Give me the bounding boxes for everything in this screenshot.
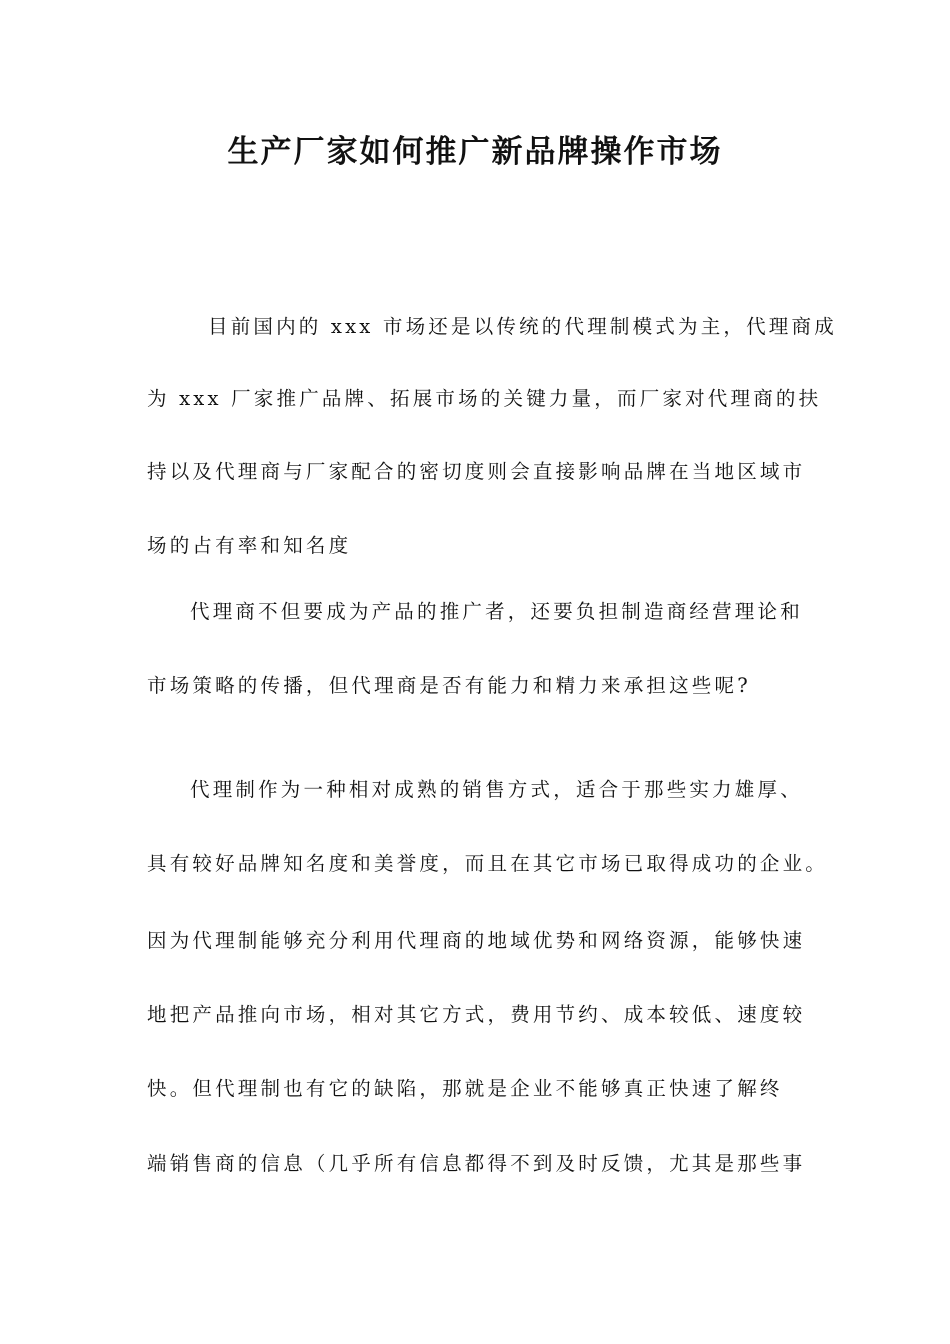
paragraph-3-line-6: 端销售商的信息（几乎所有信息都得不到及时反馈，尤其是那些事 [147,1152,806,1175]
paragraph-1-line-2: 为 xxx 厂家推广品牌、拓展市场的关键力量，而厂家对代理商的扶 [147,387,822,410]
paragraph-1-line-1: 目前国内的 xxx 市场还是以传统的代理制模式为主，代理商成 [208,315,837,338]
paragraph-3-line-1: 代理制作为一种相对成熟的销售方式，适合于那些实力雄厚、 [190,778,803,801]
document-title: 生产厂家如何推广新品牌操作市场 [227,134,723,170]
paragraph-2-line-2: 市场策略的传播，但代理商是否有能力和精力来承担这些呢? [147,674,751,697]
paragraph-3-line-3: 因为代理制能够充分利用代理商的地域优势和网络资源，能够快速 [147,929,806,952]
paragraph-3-line-4: 地把产品推向市场，相对其它方式，费用节约、成本较低、速度较 [147,1003,806,1026]
paragraph-3-line-2: 具有较好品牌知名度和美誉度，而且在其它市场已取得成功的企业。 [147,852,829,875]
paragraph-3-line-5: 快。但代理制也有它的缺陷，那就是企业不能够真正快速了解终 [147,1077,783,1100]
paragraph-2-line-1: 代理商不但要成为产品的推广者，还要负担制造商经营理论和 [190,600,803,623]
paragraph-1-line-3: 持以及代理商与厂家配合的密切度则会直接影响品牌在当地区域市 [147,460,806,483]
paragraph-1-line-4: 场的占有率和知名度 [147,534,352,557]
